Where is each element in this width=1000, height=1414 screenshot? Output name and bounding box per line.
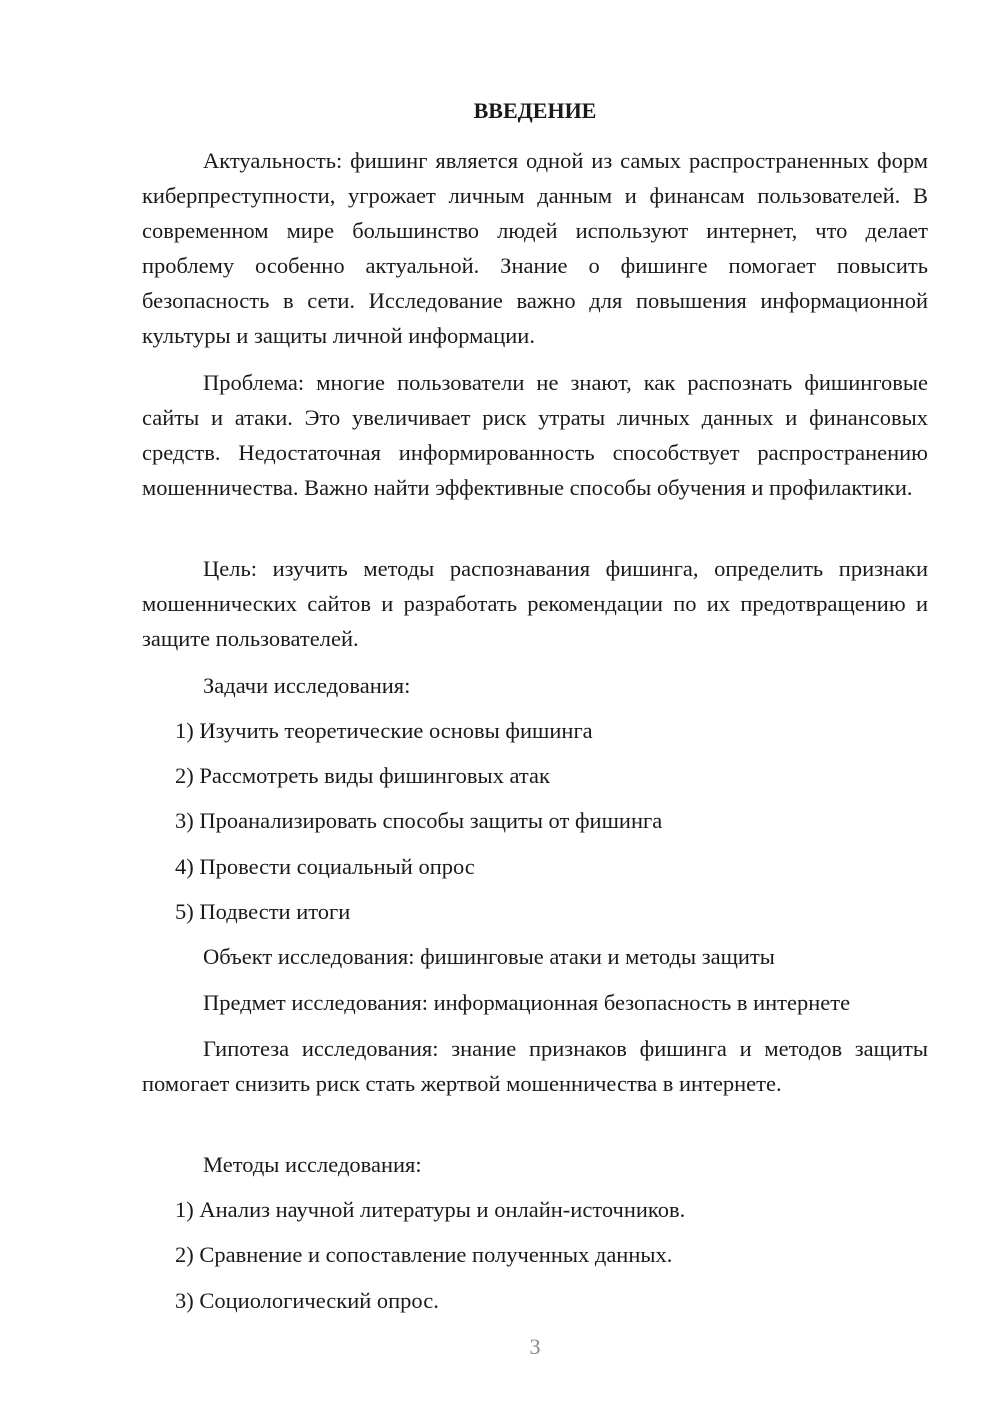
page-title: ВВЕДЕНИЕ [473,98,597,123]
list-item: 3) Проанализировать способы защиты от фишинга [175,808,663,833]
relevance-paragraph: Актуальность: фишинг является одной из самых распространенных форм киберпреступности, угрожает личным данным и финансам пользователей. В современном мире большинство людей используют интернет, что делает проблему особенно актуальной. Знание о фишинге помогает повысить безопасность в сети. Исследование важно для повышения информационной культуры и защиты личной информации. [142,148,928,348]
research-subject: Предмет исследования: информационная безопасность в интернете [203,990,851,1015]
list-item: 4) Провести социальный опрос [175,854,475,879]
list-item: 2) Рассмотреть виды фишинговых атак [175,763,550,788]
methods-heading: Методы исследования: [203,1152,422,1177]
hypothesis-paragraph: Гипотеза исследования: знание признаков фишинга и методов защиты помогает снизить риск стать жертвой мошенничества в интернете. [142,1036,928,1096]
page-number: 3 [529,1334,541,1359]
problem-paragraph: Проблема: многие пользователи не знают, как распознать фишинговые сайты и атаки. Это увеличивает риск утраты личных данных и финансовых средств. Недостаточная информированность способствует распространению мошенничества. Важно найти эффективные способы обучения и профилактики. [142,370,928,500]
goal-paragraph: Цель: изучить методы распознавания фишинга, определить признаки мошеннических сайтов и разработать рекомендации по их предотвращению и защите пользователей. [142,556,928,651]
list-item: 1) Изучить теоретические основы фишинга [175,718,593,743]
list-item: 5) Подвести итоги [175,899,351,924]
research-object: Объект исследования: фишинговые атаки и методы защиты [203,944,775,969]
list-item: 1) Анализ научной литературы и онлайн-источников. [175,1197,686,1222]
list-item: 3) Социологический опрос. [175,1288,439,1313]
tasks-heading: Задачи исследования: [203,673,411,698]
list-item: 2) Сравнение и сопоставление полученных данных. [175,1242,673,1267]
